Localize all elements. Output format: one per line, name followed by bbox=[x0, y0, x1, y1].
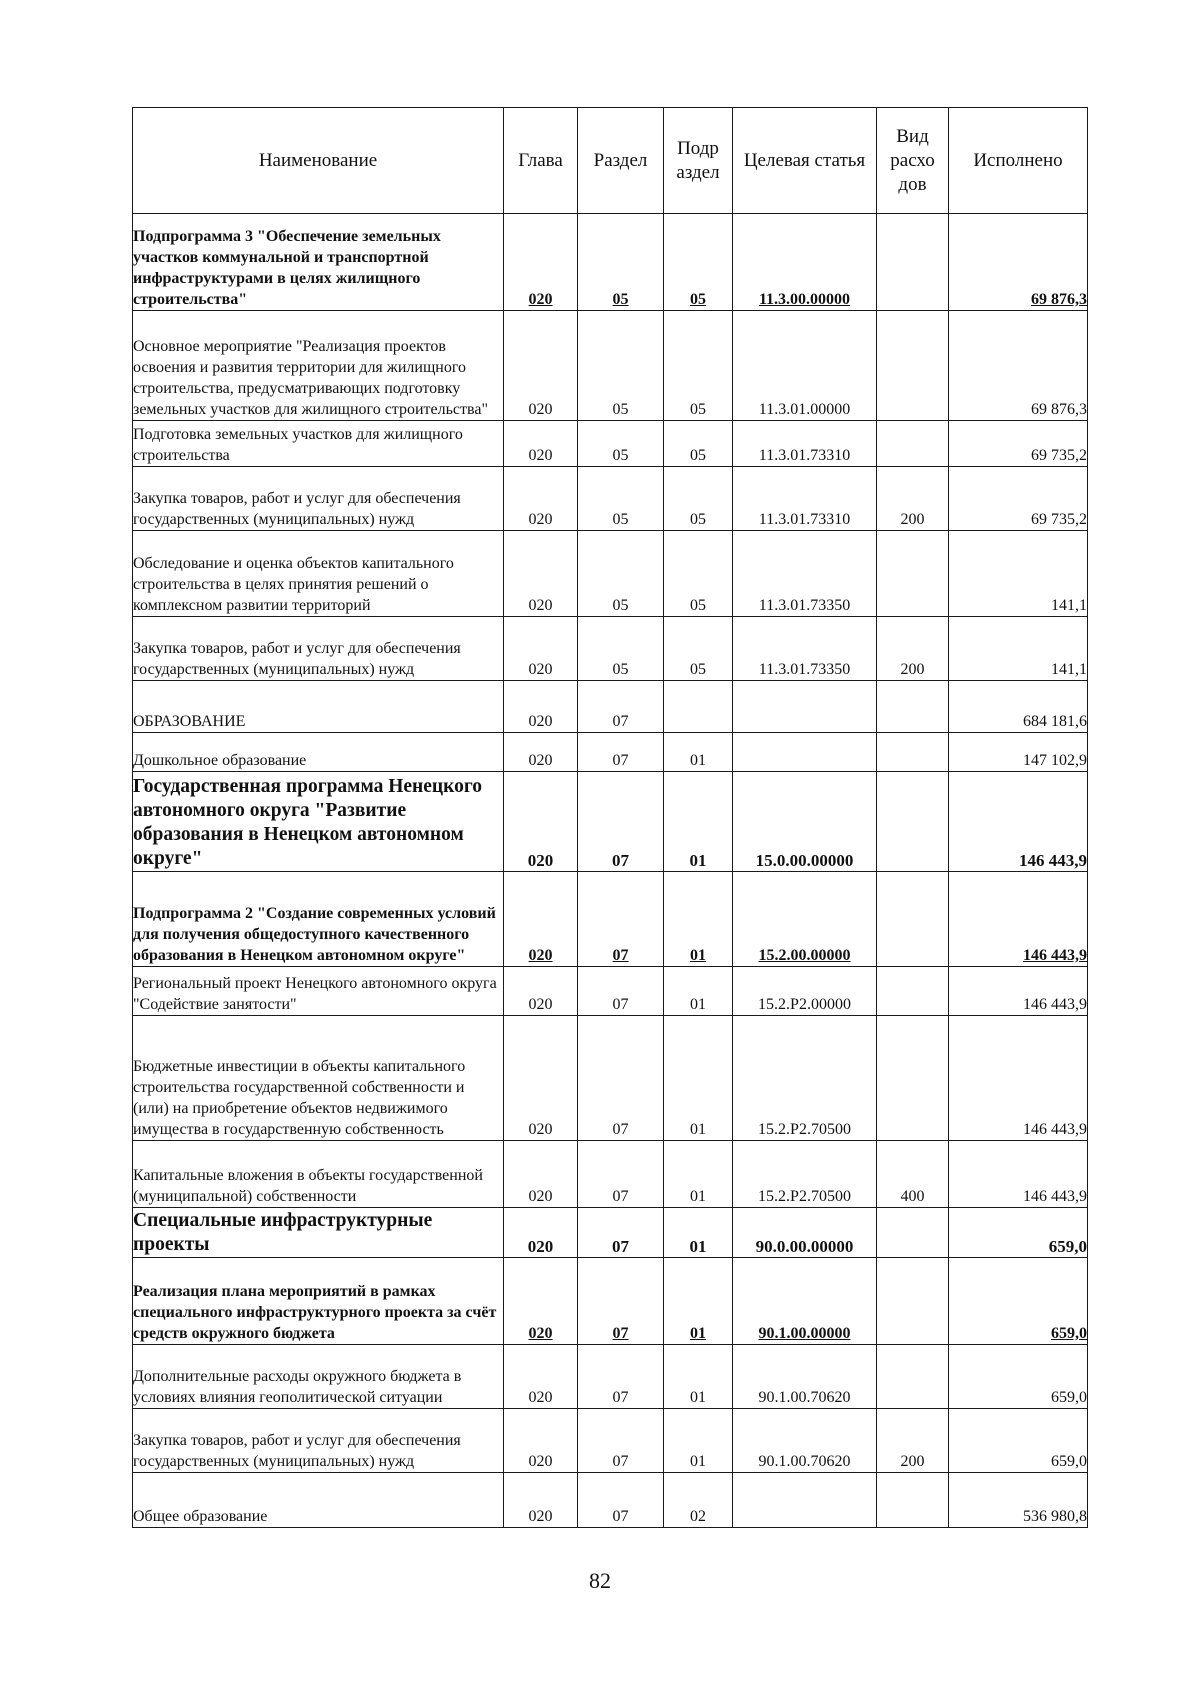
row-section: 07 bbox=[578, 1258, 664, 1345]
table-row bbox=[133, 733, 1088, 772]
row-target: 90.1.00.00000 bbox=[733, 1258, 877, 1345]
row-type: 200 bbox=[877, 467, 949, 531]
row-subsection: 01 bbox=[664, 1409, 733, 1473]
table-header-row bbox=[133, 108, 1088, 214]
row-chapter: 020 bbox=[504, 1258, 578, 1345]
row-name: ОБРАЗОВАНИЕ bbox=[133, 681, 504, 733]
row-section: 07 bbox=[578, 1141, 664, 1208]
row-type bbox=[877, 531, 949, 617]
row-type bbox=[877, 1345, 949, 1409]
row-name: Дополнительные расходы окружного бюджета в условиях влияния геополитической ситуации bbox=[133, 1345, 504, 1409]
row-subsection: 05 bbox=[664, 617, 733, 681]
row-amount: 69 735,2 bbox=[949, 421, 1088, 467]
table-row bbox=[133, 311, 1088, 421]
row-name: Подпрограмма 2 "Создание современных условий для получения общедоступного качественного образования в Ненецком автономном округе" bbox=[133, 872, 504, 967]
header-subsection: Подр аздел bbox=[664, 108, 733, 214]
row-subsection: 05 bbox=[664, 421, 733, 467]
row-section: 05 bbox=[578, 214, 664, 311]
table-row bbox=[133, 1016, 1088, 1141]
row-type bbox=[877, 681, 949, 733]
table-row bbox=[133, 1208, 1088, 1258]
row-target: 11.3.01.73310 bbox=[733, 467, 877, 531]
table-row bbox=[133, 681, 1088, 733]
row-type bbox=[877, 421, 949, 467]
row-amount: 659,0 bbox=[949, 1208, 1088, 1258]
row-target: 90.1.00.70620 bbox=[733, 1345, 877, 1409]
table-row bbox=[133, 421, 1088, 467]
row-subsection: 01 bbox=[664, 1141, 733, 1208]
row-target: 15.0.00.00000 bbox=[733, 772, 877, 872]
row-type bbox=[877, 1473, 949, 1528]
row-name: Общее образование bbox=[133, 1473, 504, 1528]
row-target: 15.2.00.00000 bbox=[733, 872, 877, 967]
row-type bbox=[877, 1208, 949, 1258]
table-row bbox=[133, 617, 1088, 681]
row-name: Государственная программа Ненецкого автономного округа "Развитие образования в Ненецком автономном округе" bbox=[133, 772, 504, 872]
row-subsection: 01 bbox=[664, 1208, 733, 1258]
row-section: 05 bbox=[578, 467, 664, 531]
row-chapter: 020 bbox=[504, 872, 578, 967]
row-section: 05 bbox=[578, 311, 664, 421]
row-chapter: 020 bbox=[504, 467, 578, 531]
row-section: 07 bbox=[578, 872, 664, 967]
table-row bbox=[133, 1409, 1088, 1473]
row-subsection: 05 bbox=[664, 311, 733, 421]
table-row bbox=[133, 1473, 1088, 1528]
row-amount: 141,1 bbox=[949, 617, 1088, 681]
row-name: Капитальные вложения в объекты государственной (муниципальной) собственности bbox=[133, 1141, 504, 1208]
row-subsection: 01 bbox=[664, 1258, 733, 1345]
row-subsection: 01 bbox=[664, 772, 733, 872]
row-chapter: 020 bbox=[504, 733, 578, 772]
row-name: Региональный проект Ненецкого автономного округа "Содействие занятости" bbox=[133, 967, 504, 1016]
row-section: 07 bbox=[578, 681, 664, 733]
row-subsection: 01 bbox=[664, 872, 733, 967]
table-row bbox=[133, 531, 1088, 617]
row-target: 15.2.P2.70500 bbox=[733, 1016, 877, 1141]
row-type bbox=[877, 1258, 949, 1345]
row-name: Закупка товаров, работ и услуг для обеспечения государственных (муниципальных) нужд bbox=[133, 617, 504, 681]
row-chapter: 020 bbox=[504, 531, 578, 617]
row-target: 11.3.01.73350 bbox=[733, 531, 877, 617]
row-chapter: 020 bbox=[504, 772, 578, 872]
row-type bbox=[877, 1016, 949, 1141]
row-name: Бюджетные инвестиции в объекты капитального строительства государственной собственности и (или) на приобретение объектов недвижимого имущества в государственную собственность bbox=[133, 1016, 504, 1141]
row-target: 90.0.00.00000 bbox=[733, 1208, 877, 1258]
table-row bbox=[133, 467, 1088, 531]
row-chapter: 020 bbox=[504, 1016, 578, 1141]
row-subsection bbox=[664, 681, 733, 733]
header-chapter: Глава bbox=[504, 108, 578, 214]
row-amount: 659,0 bbox=[949, 1345, 1088, 1409]
row-target: 11.3.01.00000 bbox=[733, 311, 877, 421]
budget-table bbox=[132, 107, 1088, 1528]
row-amount: 141,1 bbox=[949, 531, 1088, 617]
row-subsection: 02 bbox=[664, 1473, 733, 1528]
header-section: Раздел bbox=[578, 108, 664, 214]
row-chapter: 020 bbox=[504, 1345, 578, 1409]
row-target: 11.3.01.73310 bbox=[733, 421, 877, 467]
row-section: 07 bbox=[578, 1208, 664, 1258]
row-chapter: 020 bbox=[504, 311, 578, 421]
row-target: 15.2.P2.70500 bbox=[733, 1141, 877, 1208]
row-section: 07 bbox=[578, 733, 664, 772]
table-row bbox=[133, 967, 1088, 1016]
row-chapter: 020 bbox=[504, 1141, 578, 1208]
row-amount: 684 181,6 bbox=[949, 681, 1088, 733]
row-section: 07 bbox=[578, 1345, 664, 1409]
row-name: Подпрограмма 3 "Обеспечение земельных участков коммунальной и транспортной инфраструктурами в целях жилищного строительства" bbox=[133, 214, 504, 311]
row-type bbox=[877, 214, 949, 311]
row-subsection: 05 bbox=[664, 214, 733, 311]
row-target: 90.1.00.70620 bbox=[733, 1409, 877, 1473]
row-type: 400 bbox=[877, 1141, 949, 1208]
row-chapter: 020 bbox=[504, 214, 578, 311]
row-amount: 146 443,9 bbox=[949, 1141, 1088, 1208]
row-target: 11.3.00.00000 bbox=[733, 214, 877, 311]
row-chapter: 020 bbox=[504, 421, 578, 467]
row-name: Реализация плана мероприятий в рамках специального инфраструктурного проекта за счёт средств окружного бюджета bbox=[133, 1258, 504, 1345]
row-name: Подготовка земельных участков для жилищного строительства bbox=[133, 421, 504, 467]
row-chapter: 020 bbox=[504, 1409, 578, 1473]
row-section: 05 bbox=[578, 617, 664, 681]
header-expense-type: Вид расхо дов bbox=[877, 108, 949, 214]
row-type bbox=[877, 967, 949, 1016]
row-amount: 146 443,9 bbox=[949, 1016, 1088, 1141]
row-section: 07 bbox=[578, 1473, 664, 1528]
row-type bbox=[877, 311, 949, 421]
header-name: Наименование bbox=[133, 108, 504, 214]
row-name: Основное мероприятие "Реализация проектов освоения и развития территории для жилищного строительства, предусматривающих подготовку земельных участков для жилищного строительства" bbox=[133, 311, 504, 421]
row-chapter: 020 bbox=[504, 617, 578, 681]
table-row bbox=[133, 1141, 1088, 1208]
table-row bbox=[133, 1258, 1088, 1345]
row-target bbox=[733, 733, 877, 772]
row-target bbox=[733, 1473, 877, 1528]
table-row bbox=[133, 872, 1088, 967]
row-subsection: 01 bbox=[664, 733, 733, 772]
row-type bbox=[877, 733, 949, 772]
row-subsection: 01 bbox=[664, 967, 733, 1016]
row-target bbox=[733, 681, 877, 733]
row-name: Специальные инфраструктурные проекты bbox=[133, 1208, 504, 1258]
row-chapter: 020 bbox=[504, 967, 578, 1016]
row-section: 07 bbox=[578, 1409, 664, 1473]
header-target: Целевая статья bbox=[733, 108, 877, 214]
row-subsection: 01 bbox=[664, 1016, 733, 1141]
row-amount: 659,0 bbox=[949, 1409, 1088, 1473]
row-amount: 147 102,9 bbox=[949, 733, 1088, 772]
row-name: Обследование и оценка объектов капитального строительства в целях принятия решений о комплексном развитии территорий bbox=[133, 531, 504, 617]
header-executed: Исполнено bbox=[949, 108, 1088, 214]
row-name: Закупка товаров, работ и услуг для обеспечения государственных (муниципальных) нужд bbox=[133, 467, 504, 531]
row-type: 200 bbox=[877, 1409, 949, 1473]
row-amount: 69 876,3 bbox=[949, 311, 1088, 421]
row-amount: 146 443,9 bbox=[949, 967, 1088, 1016]
table-row bbox=[133, 772, 1088, 872]
row-amount: 146 443,9 bbox=[949, 772, 1088, 872]
row-type bbox=[877, 772, 949, 872]
row-chapter: 020 bbox=[504, 1473, 578, 1528]
table-row bbox=[133, 1345, 1088, 1409]
row-type: 200 bbox=[877, 617, 949, 681]
row-subsection: 01 bbox=[664, 1345, 733, 1409]
row-subsection: 05 bbox=[664, 467, 733, 531]
row-section: 05 bbox=[578, 531, 664, 617]
row-name: Закупка товаров, работ и услуг для обеспечения государственных (муниципальных) нужд bbox=[133, 1409, 504, 1473]
row-section: 05 bbox=[578, 421, 664, 467]
row-amount: 659,0 bbox=[949, 1258, 1088, 1345]
row-type bbox=[877, 872, 949, 967]
row-section: 07 bbox=[578, 1016, 664, 1141]
row-amount: 69 876,3 bbox=[949, 214, 1088, 311]
row-chapter: 020 bbox=[504, 1208, 578, 1258]
row-target: 11.3.01.73350 bbox=[733, 617, 877, 681]
row-name: Дошкольное образование bbox=[133, 733, 504, 772]
row-section: 07 bbox=[578, 967, 664, 1016]
row-amount: 536 980,8 bbox=[949, 1473, 1088, 1528]
row-section: 07 bbox=[578, 772, 664, 872]
row-amount: 146 443,9 bbox=[949, 872, 1088, 967]
row-target: 15.2.P2.00000 bbox=[733, 967, 877, 1016]
row-subsection: 05 bbox=[664, 531, 733, 617]
row-chapter: 020 bbox=[504, 681, 578, 733]
page-number: 82 bbox=[589, 1568, 611, 1593]
table-row bbox=[133, 214, 1088, 311]
row-amount: 69 735,2 bbox=[949, 467, 1088, 531]
